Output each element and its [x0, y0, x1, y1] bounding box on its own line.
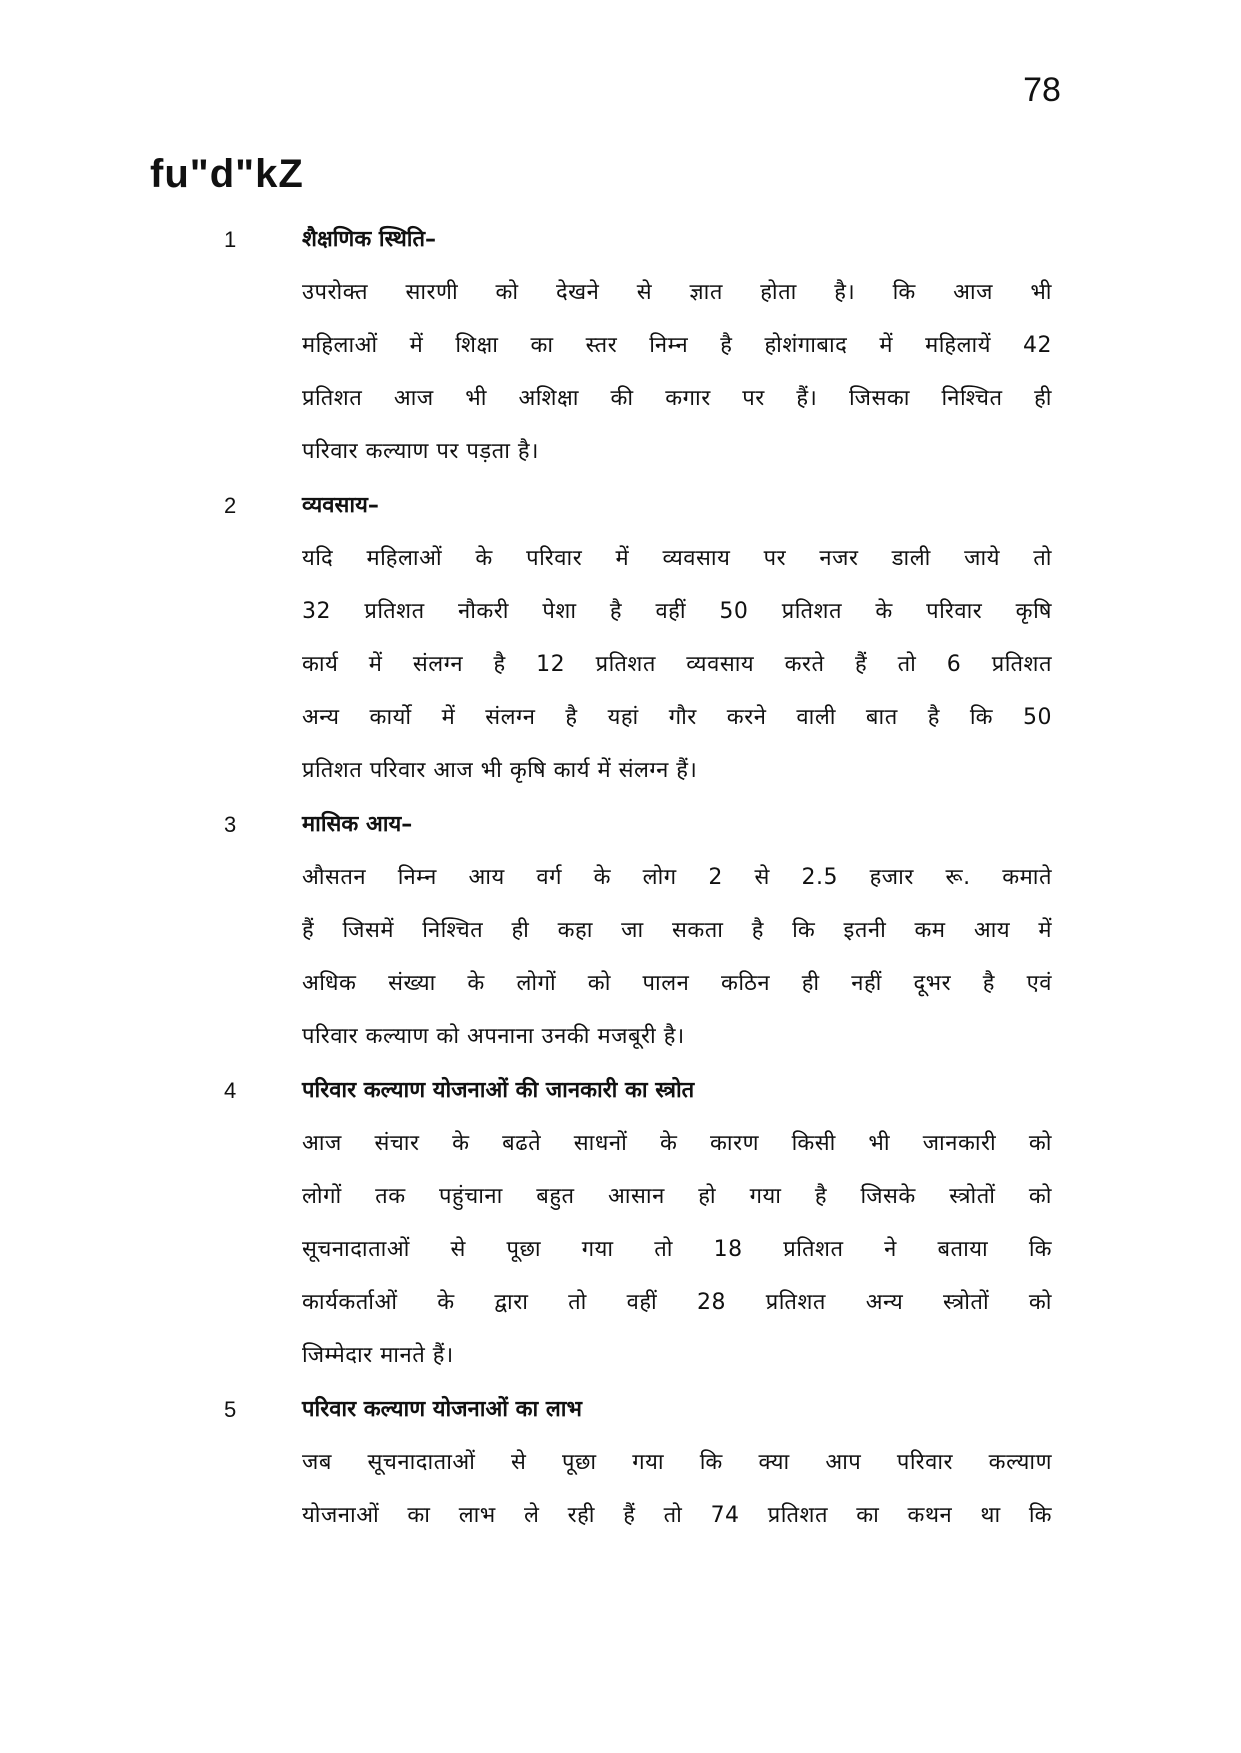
section-body: [302, 851, 1052, 1063]
section-body: [302, 266, 1052, 478]
text-line: प्रतिशत परिवार आज भी कृषि कार्य में संलग्न हैं।: [302, 758, 698, 783]
section-2: [0, 484, 1241, 797]
section-number: 4: [224, 1078, 237, 1103]
text-line: प्रतिशत आज भी अशिक्षा की कगार पर हैं। जिसका निश्चित ही: [302, 386, 1052, 411]
text-line: आज संचार के बढते साधनों के कारण किसी भी जानकारी को: [302, 1131, 1052, 1156]
text-line: यदि महिलाओं के परिवार में व्यवसाय पर नजर डाली जाये तो: [302, 546, 1052, 571]
section-number: 2: [224, 493, 237, 518]
text-line: परिवार कल्याण पर पड़ता है।: [302, 439, 539, 464]
section-body: [302, 532, 1052, 797]
text-line: जब सूचनादाताओं से पूछा गया कि क्या आप परिवार कल्याण: [302, 1450, 1052, 1475]
section-title: मासिक आय–: [302, 812, 413, 837]
section-title: शैक्षणिक स्थिति–: [302, 227, 437, 252]
section-number: 1: [224, 227, 237, 252]
page-number: 78: [1023, 71, 1061, 109]
section-3: [0, 803, 1241, 1063]
section-title: व्यवसाय–: [302, 493, 379, 518]
text-line: कार्य में संलग्न है 12 प्रतिशत व्यवसाय करते हैं तो 6 प्रतिशत: [302, 652, 1052, 677]
text-line: 32 प्रतिशत नौकरी पेशा है वहीं 50 प्रतिशत के परिवार कृषि: [302, 599, 1052, 624]
section-number: 3: [224, 812, 237, 837]
text-line: परिवार कल्याण को अपनाना उनकी मजबूरी है।: [302, 1024, 685, 1049]
text-line: अन्य कार्यो में संलग्न है यहां गौर करने वाली बात है कि 50: [302, 705, 1052, 730]
text-line: उपरोक्त सारणी को देखने से ज्ञात होता है। कि आज भी: [302, 280, 1052, 305]
text-line: सूचनादाताओं से पूछा गया तो 18 प्रतिशत ने बताया कि: [302, 1237, 1052, 1262]
section-body: [302, 1436, 1052, 1542]
section-4: [0, 1069, 1241, 1382]
section-1: [0, 218, 1241, 478]
text-line: जिम्मेदार मानते हैं।: [302, 1343, 454, 1368]
sections-list: [0, 218, 1241, 1548]
section-title: परिवार कल्याण योजनाओं का लाभ: [302, 1397, 582, 1422]
section-5: [0, 1388, 1241, 1542]
section-number: 5: [224, 1397, 237, 1422]
text-line: लोगों तक पहुंचाना बहुत आसान हो गया है जिसके स्त्रोतों को: [302, 1184, 1052, 1209]
text-line: औसतन निम्न आय वर्ग के लोग 2 से 2.5 हजार रू. कमाते: [302, 865, 1052, 890]
page-heading: fu"d"kZ: [150, 152, 304, 196]
text-line: महिलाओं में शिक्षा का स्तर निम्न है होशंगाबाद में महिलायें 42: [302, 333, 1052, 358]
text-line: अधिक संख्या के लोगों को पालन कठिन ही नहीं दूभर है एवं: [302, 971, 1052, 996]
text-line: योजनाओं का लाभ ले रही हैं तो 74 प्रतिशत का कथन था कि: [302, 1503, 1052, 1528]
section-body: [302, 1117, 1052, 1382]
section-title: परिवार कल्याण योजनाओं की जानकारी का स्त्रोत: [302, 1078, 695, 1103]
text-line: कार्यकर्ताओं के द्वारा तो वहीं 28 प्रतिशत अन्य स्त्रोतों को: [302, 1290, 1052, 1315]
text-line: हैं जिसमें निश्चित ही कहा जा सकता है कि इतनी कम आय में: [302, 918, 1052, 943]
